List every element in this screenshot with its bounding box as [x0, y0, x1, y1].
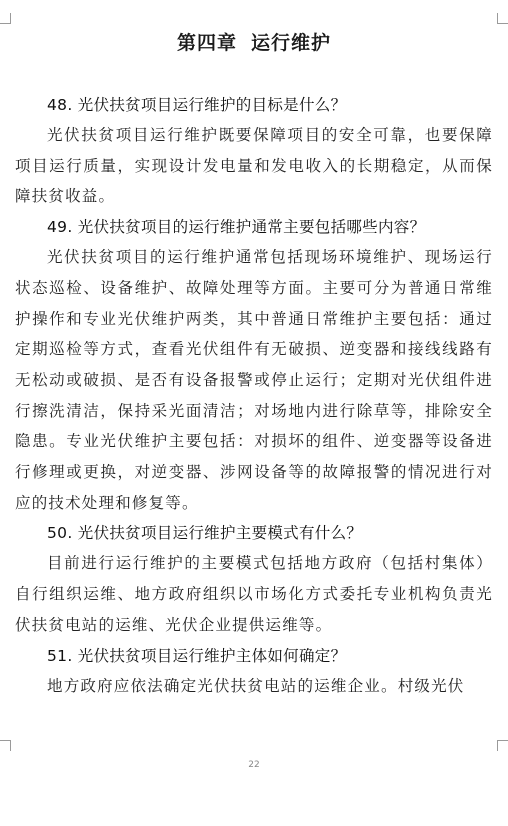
answer-48: 光伏扶贫项目运行维护既要保障项目的安全可靠，也要保障项目运行质量，实现设计发电量和发电收入的长期稳定，从而保障扶贫收益。 [15, 126, 493, 206]
chapter-number: 第四章 [176, 32, 237, 54]
chapter-title: 运行维护 [251, 32, 332, 54]
crop-mark-top-right [497, 13, 508, 24]
page-number: 22 [248, 760, 260, 770]
question-48: 48. 光伏扶贫项目运行维护的目标是什么？ [47, 96, 347, 114]
question-51: 51. 光伏扶贫项目运行维护主体如何确定？ [47, 646, 347, 665]
page-body [15, 90, 493, 701]
crop-mark-bottom-right [497, 740, 508, 751]
answer-51: 地方政府应依法确定光伏扶贫电站的运维企业。村级光伏 [47, 676, 465, 695]
answer-50: 目前进行运行维护的主要模式包括地方政府（包括村集体）自行组织运维、地方政府组织以市场化方式委托专业机构负责光伏扶贫电站的运维、光伏企业提供运维等。 [15, 554, 493, 634]
answer-49: 光伏扶贫项目的运行维护通常包括现场环境维护、现场运行状态巡检、设备维护、故障处理等方面。主要可分为普通日常维护操作和专业光伏维护两类，其中普通日常维护主要包括：通过定期巡检等方式，查看光伏组件有无破损、逆变器和接线线路有无松动或破损、是否有设备报警或停止运行；定期对光伏组件进行擦洗清洁，保持采光面清洁；对场地内进行除草等，排除安全隐患。专业光伏维护主要包括：对损坏的组件、逆变器等设备进行修理或更换，对逆变器、涉网设备等的故障报警的情况进行对应的技术处理和修复等。 [15, 248, 493, 512]
chapter-heading [0, 28, 508, 55]
crop-mark-bottom-left [0, 740, 11, 751]
crop-mark-top-left [0, 13, 11, 24]
question-49: 49. 光伏扶贫项目的运行维护通常主要包括哪些内容？ [47, 218, 426, 237]
question-50: 50. 光伏扶贫项目运行维护主要模式有什么？ [47, 524, 363, 543]
